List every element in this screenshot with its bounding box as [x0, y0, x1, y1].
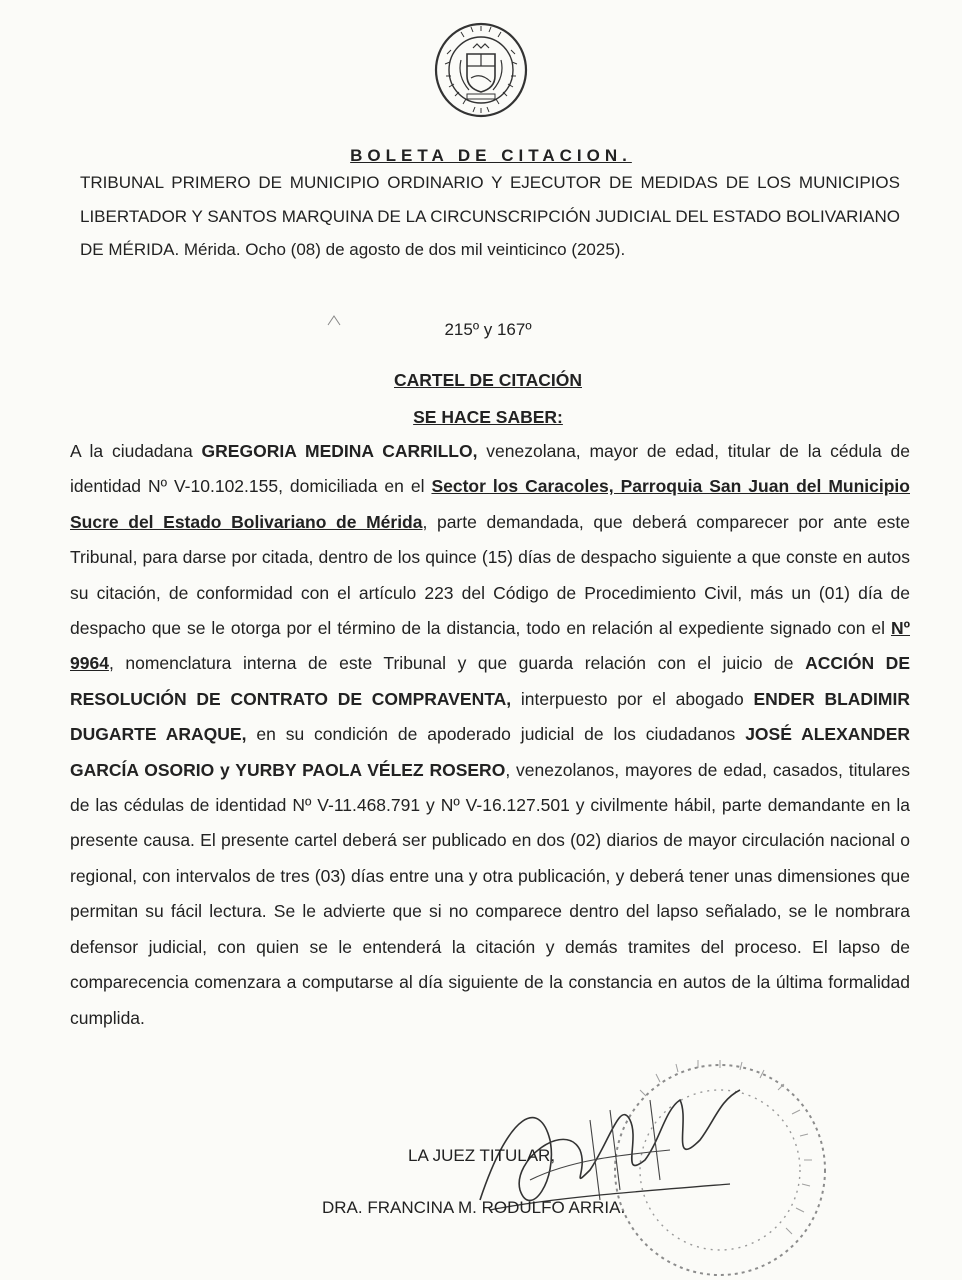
defendant-address: Sector los Caracoles, Parroquia San Juan del Municipio Sucre del Estado Bolivariano de Mérida: [70, 476, 910, 532]
body-text-4: , nomenclatura interna de este Tribunal y que guarda relación con el juicio de: [108, 653, 806, 674]
body-text-5: interpuesto por el abogado: [511, 688, 754, 709]
case-number: Nº 9964: [70, 618, 910, 674]
cartel-heading: CARTEL DE CITACIÓN: [394, 370, 582, 390]
body-text-2: venezolana, mayor de edad, titular de la cédula de identidad Nº V-10.102.155, domiciliada en el: [70, 441, 910, 497]
defendant-name: GREGORIA MEDINA CARRILLO,: [201, 441, 478, 461]
action-type: ACCIÓN DE RESOLUCIÓN DE CONTRATO DE COMPRAVENTA,: [70, 653, 910, 709]
lawyer-name: ENDER BLADIMIR DUGARTE ARAQUE,: [70, 688, 910, 745]
judge-title: LA JUEZ TITULAR,: [408, 1146, 556, 1165]
court-header-paragraph: TRIBUNAL PRIMERO DE MUNICIPIO ORDINARIO Y EJECUTOR DE MEDIDAS DE LOS MUNICIPIOS LIBERTADOR Y SANTOS MARQUINA DE LA CIRCUNSCRIPCIÓN JUDICIAL DEL ESTADO BOLIVARIANO DE MÉRIDA. Mérida. Ocho (08) de agosto de dos mil veinticinco (2025).: [80, 173, 900, 259]
body-text-7: , venezolanos, mayores de edad, casados, titulares de las cédulas de identidad Nº V-11.468.791 y Nº V-16.127.501 y civilmente hábil, parte demandante en la presente causa. El presente cartel deberá ser publicado en dos (02) diarios de mayor circulación nacional o regional, con intervalos de tres (03) días entre una y otra publicación, y deberá tener unas dimensiones que permitan su fácil lectura. Se le advierte que si no comparece dentro del lapso señalado, se le nombrara defensor judicial, con quien se le entenderá la citación y demás tramites del proceso. El lapso de comparecencia comenzara a computarse al día siguiente de la constancia en autos de la última formalidad cumplida.: [70, 759, 910, 1028]
coat-of-arms-seal-icon: [433, 20, 529, 126]
body-text-6: en su condición de apoderado judicial de los ciudadanos: [246, 724, 746, 745]
se-hace-saber-heading: SE HACE SABER:: [413, 407, 563, 427]
body-text-3: , parte demandada, que deberá comparecer por ante este Tribunal, para darse por citada, dentro de los quince (15) días de despacho siguiente a que conste en autos su citación, de conformidad con el artículo 223 del Código de Procedimiento Civil, más un (01) día de despacho que se le otorga por el término de la distancia, todo en relación al expediente signado con el: [70, 511, 910, 639]
citation-body: [70, 434, 910, 1036]
body-text-1: A la ciudadana: [70, 441, 202, 461]
years-line: 215º y 167º: [444, 320, 532, 339]
judge-name: DRA. FRANCINA M. RODULFO ARRIA.: [322, 1198, 626, 1217]
plaintiffs-names: JOSÉ ALEXANDER GARCÍA OSORIO y YURBY PAOLA VÉLEZ ROSERO: [70, 724, 911, 780]
document-title: BOLETA DE CITACION.: [350, 146, 632, 165]
